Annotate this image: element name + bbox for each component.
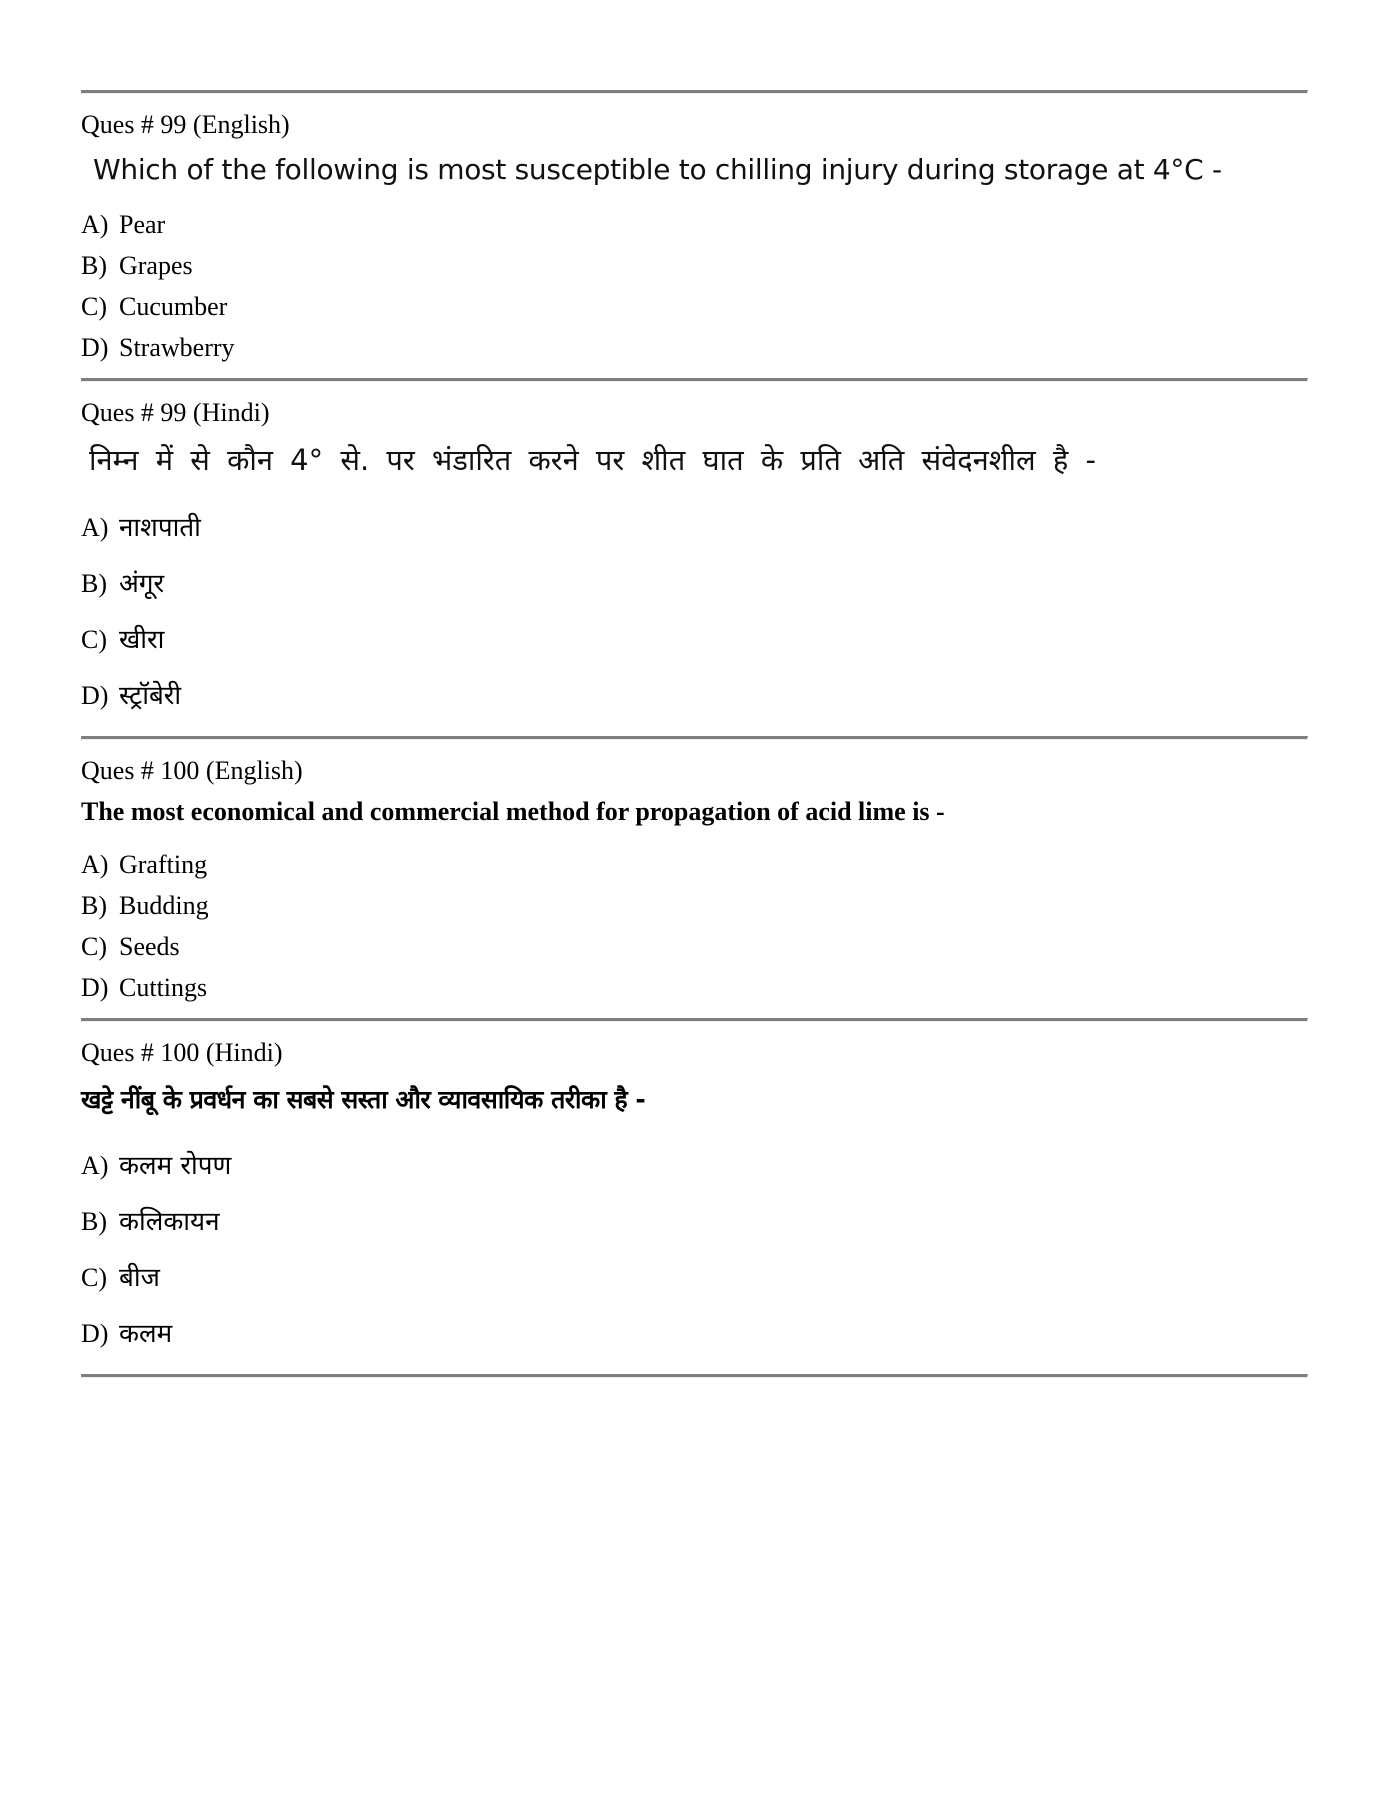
option-text: नाशपाती xyxy=(119,513,201,543)
question-99-english xyxy=(81,94,1306,378)
question-text: Which of the following is most susceptible to chilling injury during storage at 4°C - xyxy=(93,153,1222,186)
option-list xyxy=(81,844,1306,1018)
option-b xyxy=(81,556,1306,612)
option-text: कलम रोपण xyxy=(119,1151,232,1181)
option-letter: B) xyxy=(81,891,107,920)
option-text: Seeds xyxy=(119,932,180,961)
option-list xyxy=(81,500,1306,736)
option-d xyxy=(81,668,1306,724)
option-text: Grapes xyxy=(119,251,193,280)
option-c xyxy=(81,1250,1306,1306)
option-list xyxy=(81,1138,1306,1374)
option-letter: C) xyxy=(81,625,107,654)
question-page xyxy=(81,90,1306,1378)
question-text: निम्न में से कौन 4° से. पर भंडारित करने पर शीत घात के प्रति अति संवेदनशील है - xyxy=(89,443,1096,477)
question-header: Ques # 99 (Hindi) xyxy=(81,398,270,427)
option-letter: A) xyxy=(81,513,109,542)
option-letter: A) xyxy=(81,210,109,239)
option-d xyxy=(81,967,1306,1008)
option-text: कलम xyxy=(119,1319,173,1349)
option-letter: D) xyxy=(81,333,109,362)
divider xyxy=(81,1374,1308,1378)
option-letter: A) xyxy=(81,850,109,879)
question-text: खट्टे नींबू के प्रवर्धन का सबसे सस्ता और व्यावसायिक तरीका है - xyxy=(81,1085,646,1114)
option-b xyxy=(81,885,1306,926)
option-text: Cucumber xyxy=(119,292,228,321)
option-a xyxy=(81,204,1306,245)
question-header: Ques # 100 (English) xyxy=(81,756,303,785)
option-text: Cuttings xyxy=(119,973,208,1002)
question-text: The most economical and commercial method for propagation of acid lime is - xyxy=(81,797,945,826)
option-letter: D) xyxy=(81,681,109,710)
option-text: अंगूर xyxy=(119,569,165,599)
option-text: बीज xyxy=(119,1263,160,1293)
option-d xyxy=(81,327,1306,368)
option-text: Strawberry xyxy=(119,333,235,362)
option-b xyxy=(81,245,1306,286)
question-100-english xyxy=(81,740,1306,1018)
option-letter: A) xyxy=(81,1151,109,1180)
option-text: Budding xyxy=(119,891,209,920)
option-c xyxy=(81,926,1306,967)
question-header: Ques # 99 (English) xyxy=(81,110,290,139)
option-text: खीरा xyxy=(119,625,165,655)
question-99-hindi xyxy=(81,382,1306,736)
question-100-hindi xyxy=(81,1022,1306,1374)
option-letter: B) xyxy=(81,569,107,598)
option-text: स्ट्रॉबेरी xyxy=(119,681,182,711)
option-text: कलिकायन xyxy=(119,1207,220,1237)
option-a xyxy=(81,844,1306,885)
option-b xyxy=(81,1194,1306,1250)
option-d xyxy=(81,1306,1306,1362)
option-c xyxy=(81,286,1306,327)
option-text: Grafting xyxy=(119,850,208,879)
option-letter: C) xyxy=(81,932,107,961)
option-list xyxy=(81,204,1306,378)
option-a xyxy=(81,1138,1306,1194)
option-a xyxy=(81,500,1306,556)
question-header: Ques # 100 (Hindi) xyxy=(81,1038,283,1067)
option-letter: C) xyxy=(81,292,107,321)
option-letter: B) xyxy=(81,1207,107,1236)
option-letter: B) xyxy=(81,251,107,280)
option-letter: D) xyxy=(81,973,109,1002)
option-letter: D) xyxy=(81,1319,109,1348)
option-text: Pear xyxy=(119,210,166,239)
option-c xyxy=(81,612,1306,668)
option-letter: C) xyxy=(81,1263,107,1292)
